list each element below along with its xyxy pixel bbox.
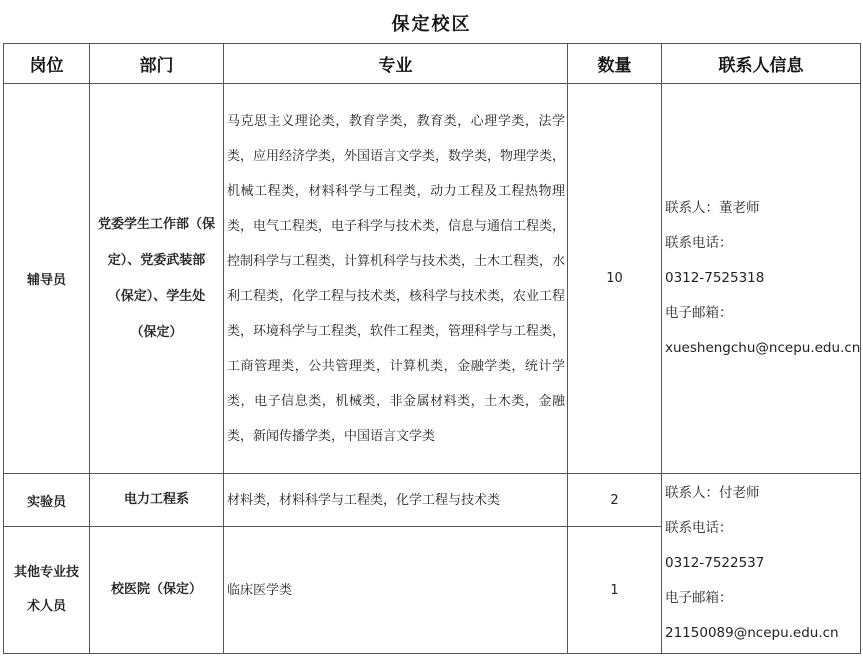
- contact-cell: [662, 84, 861, 474]
- contact-email: xueshengchu@ncepu.edu.cn: [665, 340, 861, 356]
- position-cell: 辅导员: [4, 84, 90, 474]
- header-contact: 联系人信息: [662, 44, 861, 84]
- position-cell: 其他专业技术人员: [4, 527, 90, 654]
- major-cell: 马克思主义理论类，教育学类，教育类，心理学类，法学类，应用经济学类，外国语言文学类，数学类，物理学类，机械工程类，材料科学与工程类，动力工程及工程热物理类，电气工程类，电子科学与技术类，信息与通信工程类，控制科学与工程类，计算机科学与技术类，土木工程类，水利工程类，化学工程与技术类，核科学与技术类，农业工程类，环境科学与工程类，软件工程类，管理科学与工程类，工商管理类，公共管理类，计算机类，金融学类，统计学类，电子信息类，机械类，非金属材料类，土木类，金融类，新闻传播学类，中国语言文学类: [224, 84, 568, 474]
- page-title: 保定校区: [391, 14, 472, 35]
- contact-email-label: 电子邮箱：: [665, 305, 733, 321]
- header-position: 岗位: [4, 44, 90, 84]
- quantity-cell: 10: [568, 84, 662, 474]
- contact-phone-label: 联系电话：: [665, 520, 733, 536]
- contact-person: 联系人：董老师: [665, 200, 760, 216]
- contact-cell: [662, 474, 861, 654]
- contact-email: 21150089@ncepu.edu.cn: [665, 625, 839, 641]
- header-department: 部门: [90, 44, 224, 84]
- table-row: [4, 84, 861, 474]
- recruitment-table: [3, 43, 861, 654]
- department-cell: 党委学生工作部（保定）、党委武装部（保定）、学生处（保定）: [90, 84, 224, 474]
- header-quantity: 数量: [568, 44, 662, 84]
- contact-email-label: 电子邮箱：: [665, 590, 733, 606]
- quantity-cell: 1: [568, 527, 662, 654]
- table-row: [4, 474, 861, 527]
- major-cell: 临床医学类: [224, 527, 568, 654]
- position-cell: 实验员: [4, 474, 90, 527]
- department-cell: 校医院（保定）: [90, 527, 224, 654]
- contact-phone: 0312-7522537: [665, 555, 765, 571]
- quantity-cell: 2: [568, 474, 662, 527]
- contact-phone-label: 联系电话：: [665, 235, 733, 251]
- contact-phone: 0312-7525318: [665, 270, 765, 286]
- header-major: 专业: [224, 44, 568, 84]
- department-cell: 电力工程系: [90, 474, 224, 527]
- table-header-row: [4, 44, 861, 84]
- contact-person: 联系人：付老师: [665, 485, 760, 501]
- major-cell: 材料类，材料科学与工程类，化学工程与技术类: [224, 474, 568, 527]
